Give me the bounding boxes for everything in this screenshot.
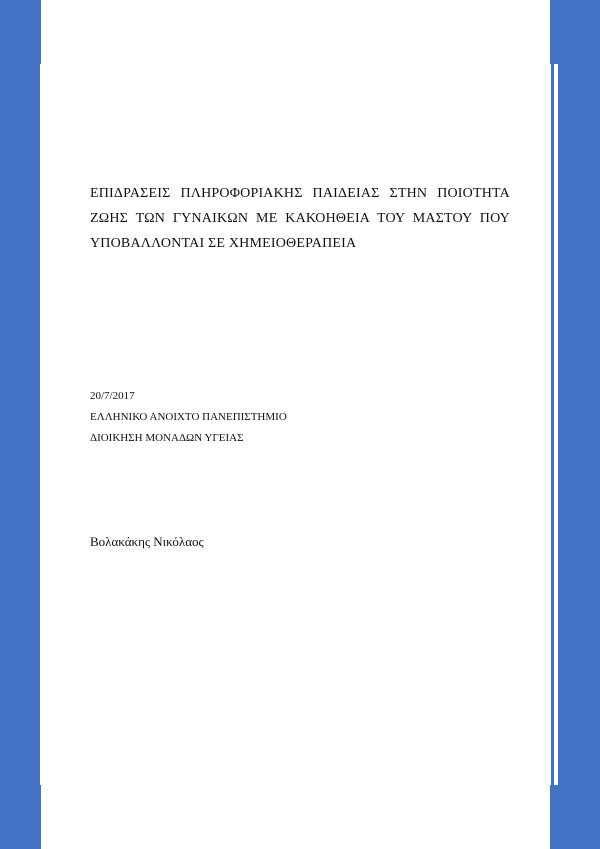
right-border-band [558, 0, 600, 849]
institution-name: ΕΛΛΗΝΙΚΟ ΑΝΟΙΧΤΟ ΠΑΝΕΠΙΣΤΗΜΙΟ [90, 411, 287, 423]
right-frame-line [551, 0, 554, 849]
document-metadata [90, 386, 510, 449]
program-name: ΔΙΟΙΚΗΣΗ ΜΟΝΑΔΩΝ ΥΓΕΙΑΣ [90, 432, 244, 444]
document-date: 20/7/2017 [90, 390, 135, 402]
left-page-gap [41, 0, 44, 849]
title-line-3: ΥΠΟΒΑΛΛΟΝΤΑΙ ΣΕ ΧΗΜΕΙΟΘΕΡΑΠΕΙΑ [90, 236, 357, 251]
title-line-2: ΖΩΗΣ ΤΩΝ ΓΥΝΑΙΚΩΝ ΜΕ ΚΑΚΟΗΘΕΙΑ ΤΟΥ ΜΑΣΤΟΥ ΠΟΥ [90, 211, 510, 226]
title-line-1: ΕΠΙΔΡΑΣΕΙΣ ΠΛΗΡΟΦΟΡΙΑΚΗΣ ΠΑΙΔΕΙΑΣ ΣΤΗΝ ΠΟΙΟΤΗΤΑ [90, 186, 510, 201]
author-name: Βολακάκης Νικόλαος [90, 534, 204, 549]
left-border-band [0, 0, 40, 849]
document-title [90, 181, 510, 256]
